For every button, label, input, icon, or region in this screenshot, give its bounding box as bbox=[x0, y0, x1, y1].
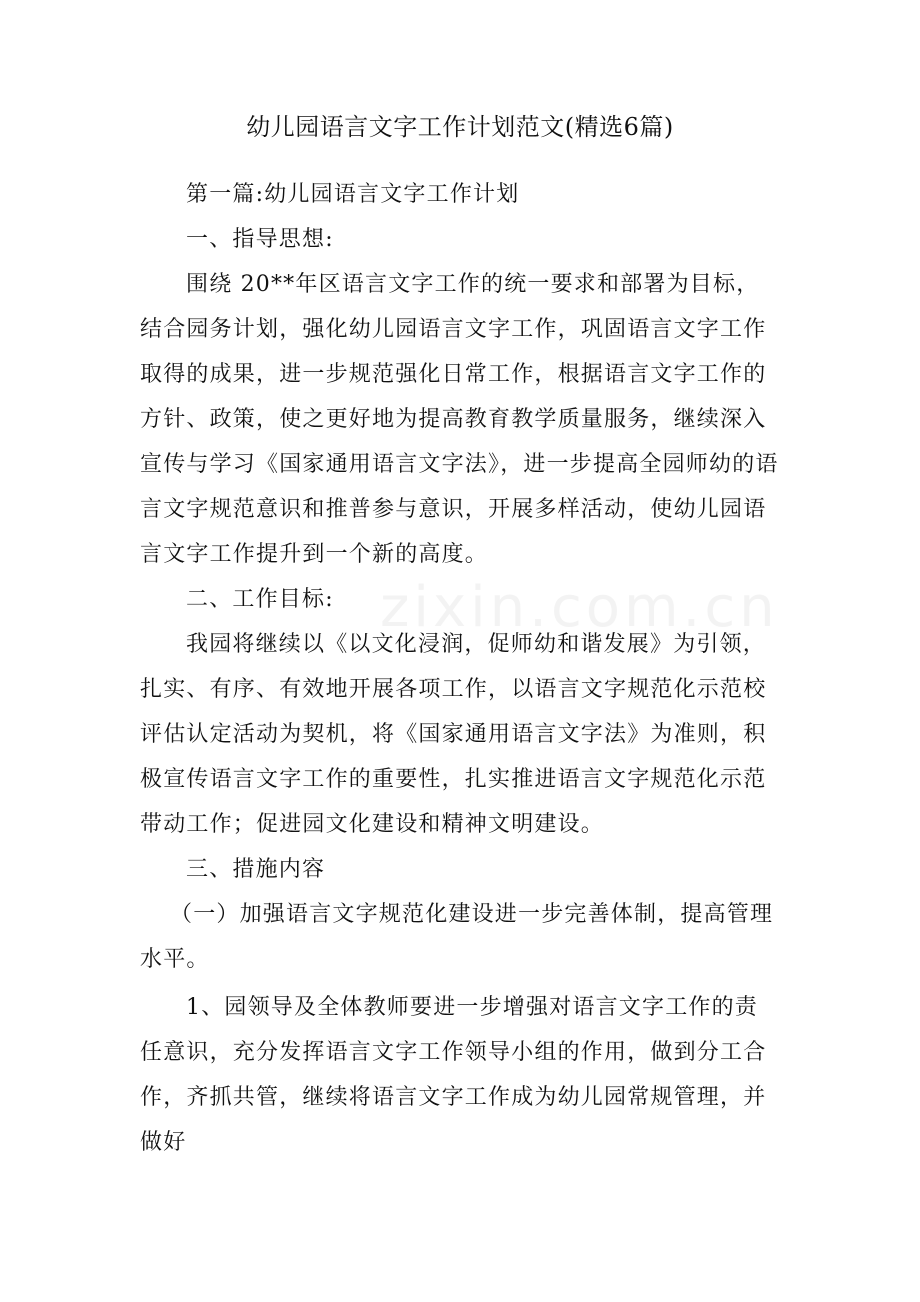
paragraph-measure-one: （一）加强语言文字规范化建设进一步完善体制，提高管理水平。 bbox=[140, 902, 774, 972]
document-title: 幼儿园语言文字工作计划范文(精选6篇) bbox=[246, 113, 674, 141]
section-heading-part-one: 第一篇:幼儿园语言文字工作计划 bbox=[186, 182, 520, 207]
document-body bbox=[140, 172, 780, 1165]
watermark-text: zixin.com.cn bbox=[380, 575, 779, 640]
section-heading-work-goals: 二、工作目标: bbox=[186, 587, 334, 612]
paragraph-measure-item-1: 1、园领导及全体教师要进一步增强对语言文字工作的责任意识，充分发挥语言文字工作领导小组的作用，做到分工合作，齐抓共管，继续将语言文字工作成为幼儿园常规管理，并做好 bbox=[140, 995, 767, 1155]
section-heading-guiding-ideology: 一、指导思想: bbox=[186, 227, 334, 252]
paragraph-guiding-ideology: 围绕 20**年区语言文字工作的统一要求和部署为目标，结合园务计划，强化幼儿园语言文字工作，巩固语言文字工作取得的成果，进一步规范强化日常工作，根据语言文字工作的方针、政策，使之更好地为提高教育教学质量服务，继续深入宣传与学习《国家通用语言文字法》，进一步提高全园师幼的语言文字规范意识和推普参与意识，开展多样活动，使幼儿园语言文字工作提升到一个新的高度。 bbox=[140, 272, 779, 567]
section-heading-measures: 三、措施内容 bbox=[186, 857, 326, 882]
paragraph-work-goals: 我园将继续以《以文化浸润，促师幼和谐发展》为引领，扎实、有序、有效地开展各项工作，以语言文字规范化示范校评估认定活动为契机，将《国家通用语言文字法》为准则，积极宣传语言文字工作的重要性，扎实推进语言文字规范化示范带动工作；促进园文化建设和精神文明建设。 bbox=[140, 632, 767, 837]
